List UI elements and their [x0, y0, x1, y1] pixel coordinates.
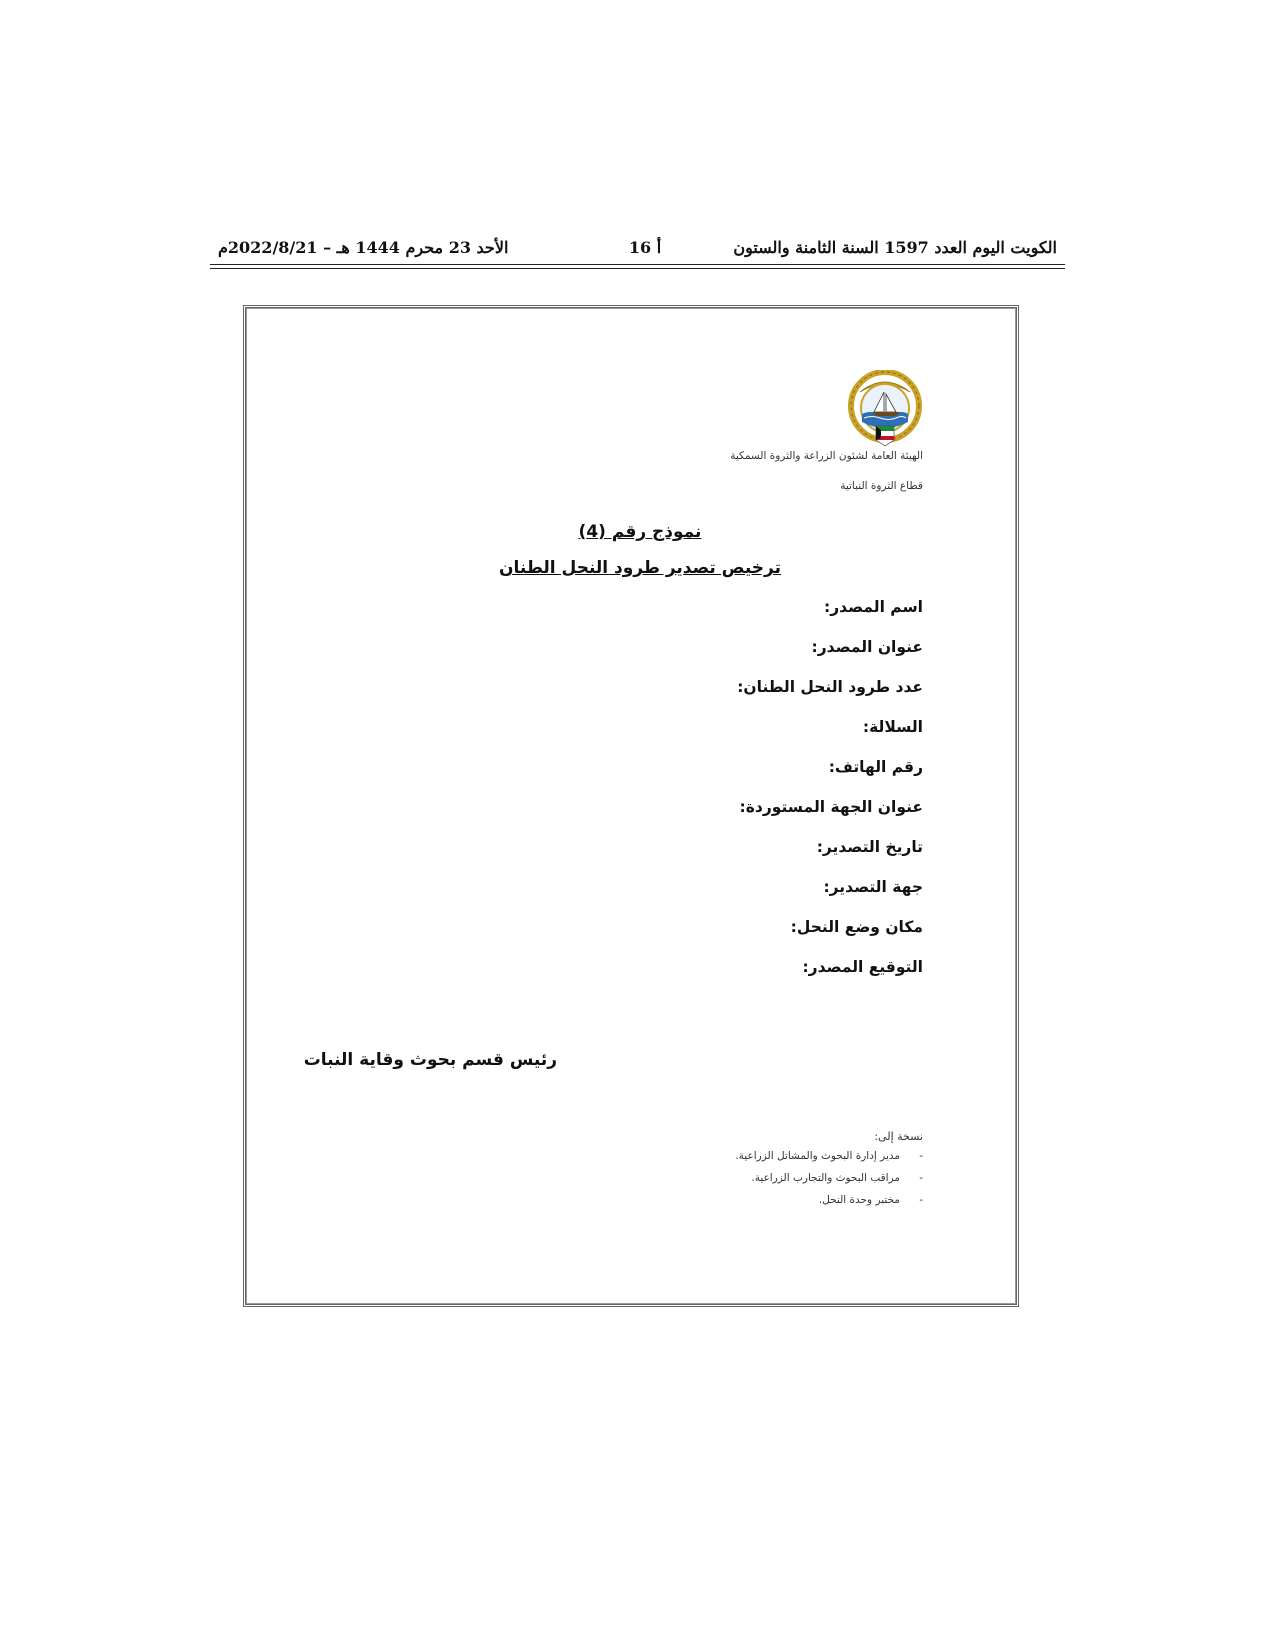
- list-bullet: -: [919, 1172, 923, 1184]
- list-bullet: -: [919, 1194, 923, 1206]
- form-number: نموذج رقم (4): [578, 522, 702, 542]
- field-export-date: تاريخ التصدير:: [816, 838, 923, 856]
- field-hive-count: عدد طرود النحل الطنان:: [737, 678, 923, 696]
- field-phone: رقم الهاتف:: [828, 758, 923, 776]
- field-exporter-name: اسم المصدر:: [824, 598, 923, 616]
- field-importer-address: عنوان الجهة المستوردة:: [739, 798, 923, 816]
- field-bee-location: مكان وضع النحل:: [790, 918, 923, 936]
- form-title: ترخيص تصدير طرود النحل الطنان: [499, 558, 781, 578]
- field-export-destination: جهة التصدير:: [823, 878, 923, 896]
- header-divider: [210, 264, 1065, 265]
- list-bullet: -: [919, 1150, 923, 1162]
- field-exporter-address: عنوان المصدر:: [811, 638, 923, 656]
- copy-to-item: مدير إدارة البحوث والمشاتل الزراعية.: [735, 1150, 900, 1162]
- copy-to-title: نسخة إلى:: [874, 1130, 923, 1143]
- gazette-issue-info: الكويت اليوم العدد 1597 السنة الثامنة والستون: [733, 238, 1057, 257]
- gazette-header: [210, 232, 1065, 268]
- sector-name: قطاع الثروة النباتية: [840, 480, 923, 492]
- copy-to-item: مختبر وحدة النحل.: [818, 1194, 900, 1206]
- header-divider-secondary: [210, 268, 1065, 269]
- field-strain: السلالة:: [862, 718, 923, 736]
- kuwait-emblem-icon: [846, 370, 924, 448]
- gazette-date: الأحد 23 محرم 1444 هـ – 2022/8/21م: [218, 238, 509, 257]
- page-number: أ 16: [628, 238, 662, 257]
- signatory-title: رئيس قسم بحوث وقاية النبات: [303, 1050, 557, 1070]
- authority-name: الهيئة العامة لشئون الزراعة والثروة السمكية: [730, 450, 923, 462]
- field-exporter-signature: التوقيع المصدر:: [802, 958, 923, 976]
- copy-to-item: مراقب البحوث والتجارب الزراعية.: [751, 1172, 900, 1184]
